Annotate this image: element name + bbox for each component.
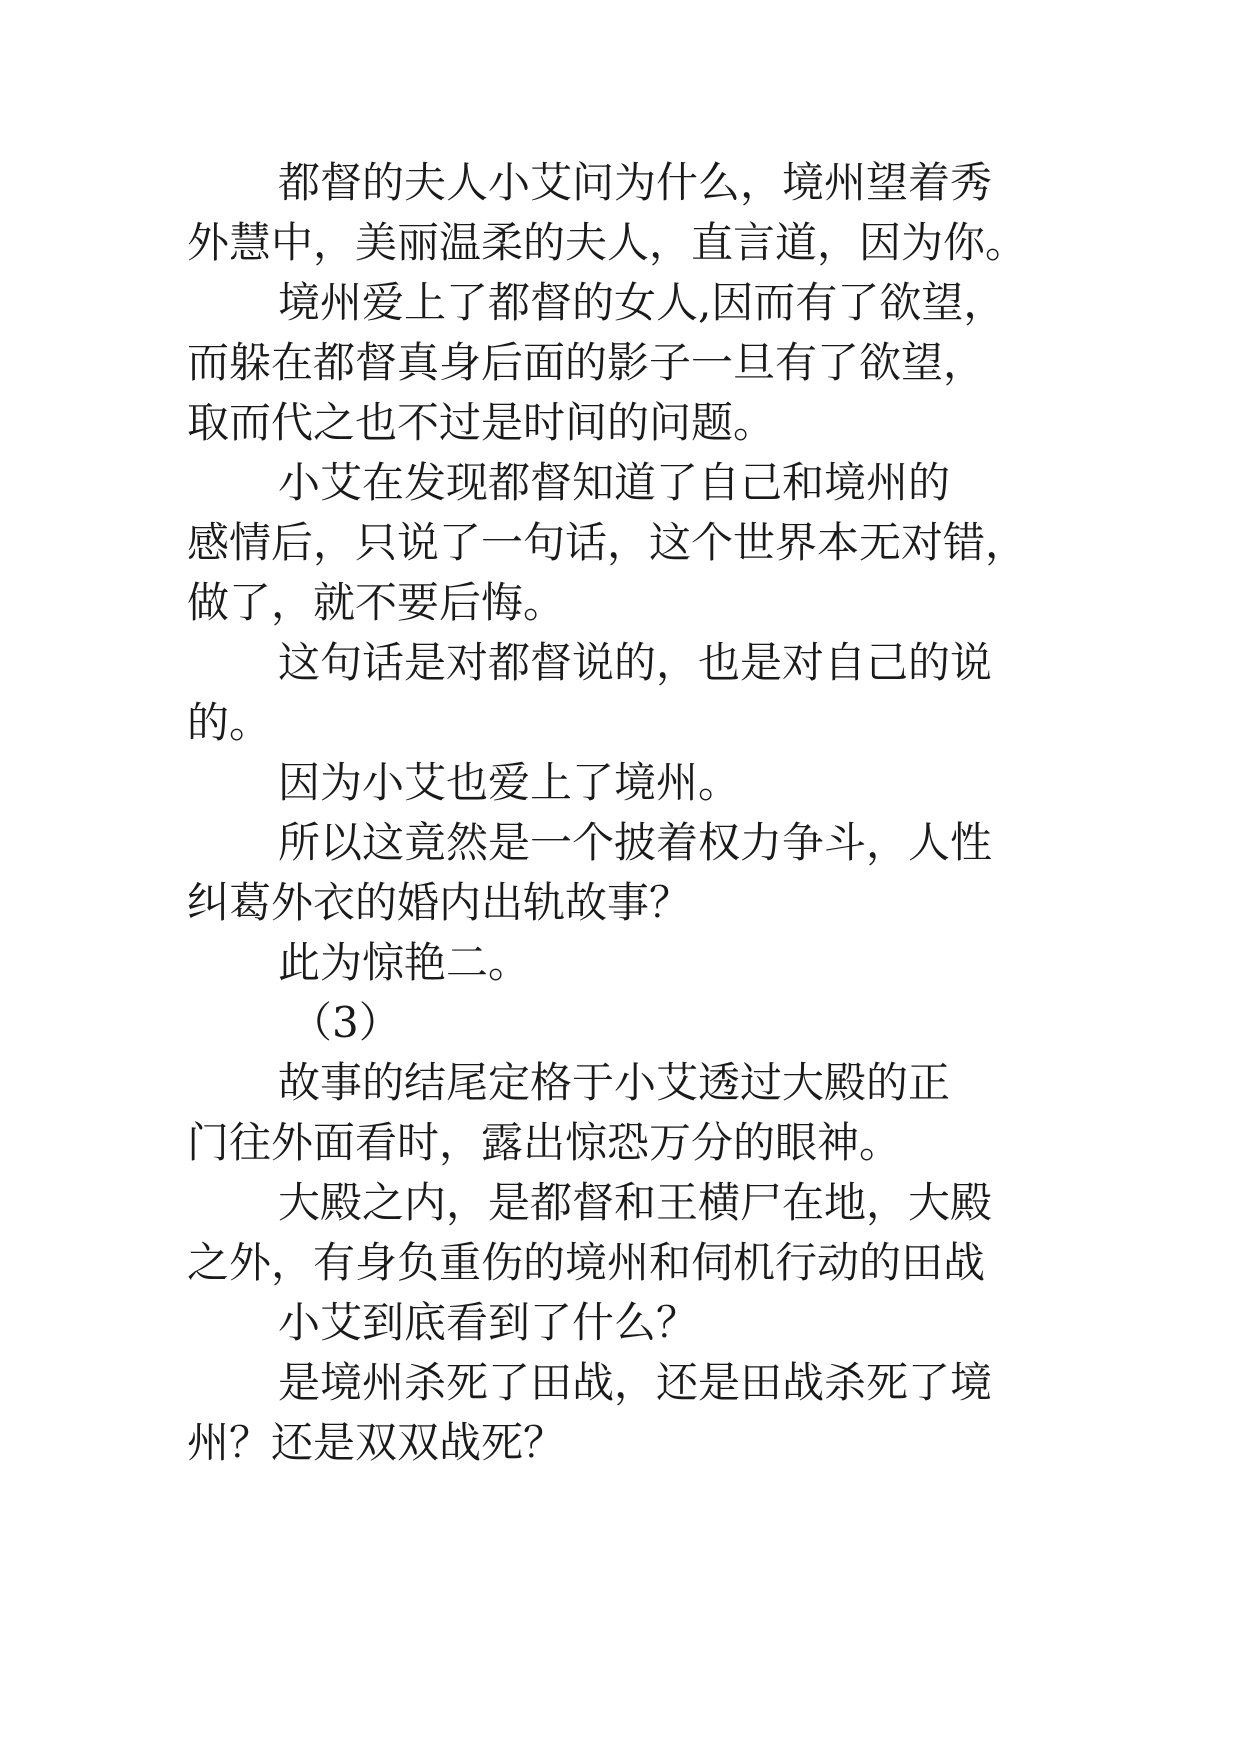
- text-line: 取而代之也不过是时间的问题。: [187, 398, 776, 447]
- text-line: 之外，有身负重伤的境州和伺机行动的田战: [187, 1238, 986, 1287]
- text-line: 都督的夫人小艾问为什么，境州望着秀: [278, 158, 993, 207]
- text-line: 纠葛外衣的婚内出轨故事？: [187, 878, 692, 927]
- text-line: 因为小艾也爱上了境州。: [278, 758, 741, 807]
- section-number: （3）: [290, 998, 401, 1047]
- text-line: 而躲在都督真身后面的影子一旦有了欲望，: [187, 338, 986, 387]
- text-line: 境州爱上了都督的女人,因而有了欲望，: [278, 278, 1006, 327]
- text-line: 小艾在发现都督知道了自己和境州的: [278, 458, 951, 507]
- text-line: 的。: [187, 698, 272, 747]
- text-line: 此为惊艳二。: [278, 938, 531, 987]
- text-line: 感情后，只说了一句话，这个世界本无对错，: [187, 518, 1028, 567]
- text-line: 州？还是双双战死？: [187, 1418, 566, 1467]
- text-line: 所以这竟然是一个披着权力争斗，人性: [278, 818, 993, 867]
- text-line: 门往外面看时，露出惊恐万分的眼神。: [187, 1118, 902, 1167]
- text-line: 这句话是对都督说的，也是对自己的说: [278, 638, 993, 687]
- text-line: 外慧中，美丽温柔的夫人，直言道，因为你。: [187, 218, 1028, 267]
- text-line: 故事的结尾定格于小艾透过大殿的正: [278, 1058, 951, 1107]
- text-line: 是境州杀死了田战，还是田战杀死了境: [278, 1358, 993, 1407]
- text-line: 做了，就不要后悔。: [187, 578, 566, 627]
- text-line: 大殿之内，是都督和王横尸在地，大殿: [278, 1178, 993, 1227]
- text-line: 小艾到底看到了什么？: [278, 1298, 699, 1347]
